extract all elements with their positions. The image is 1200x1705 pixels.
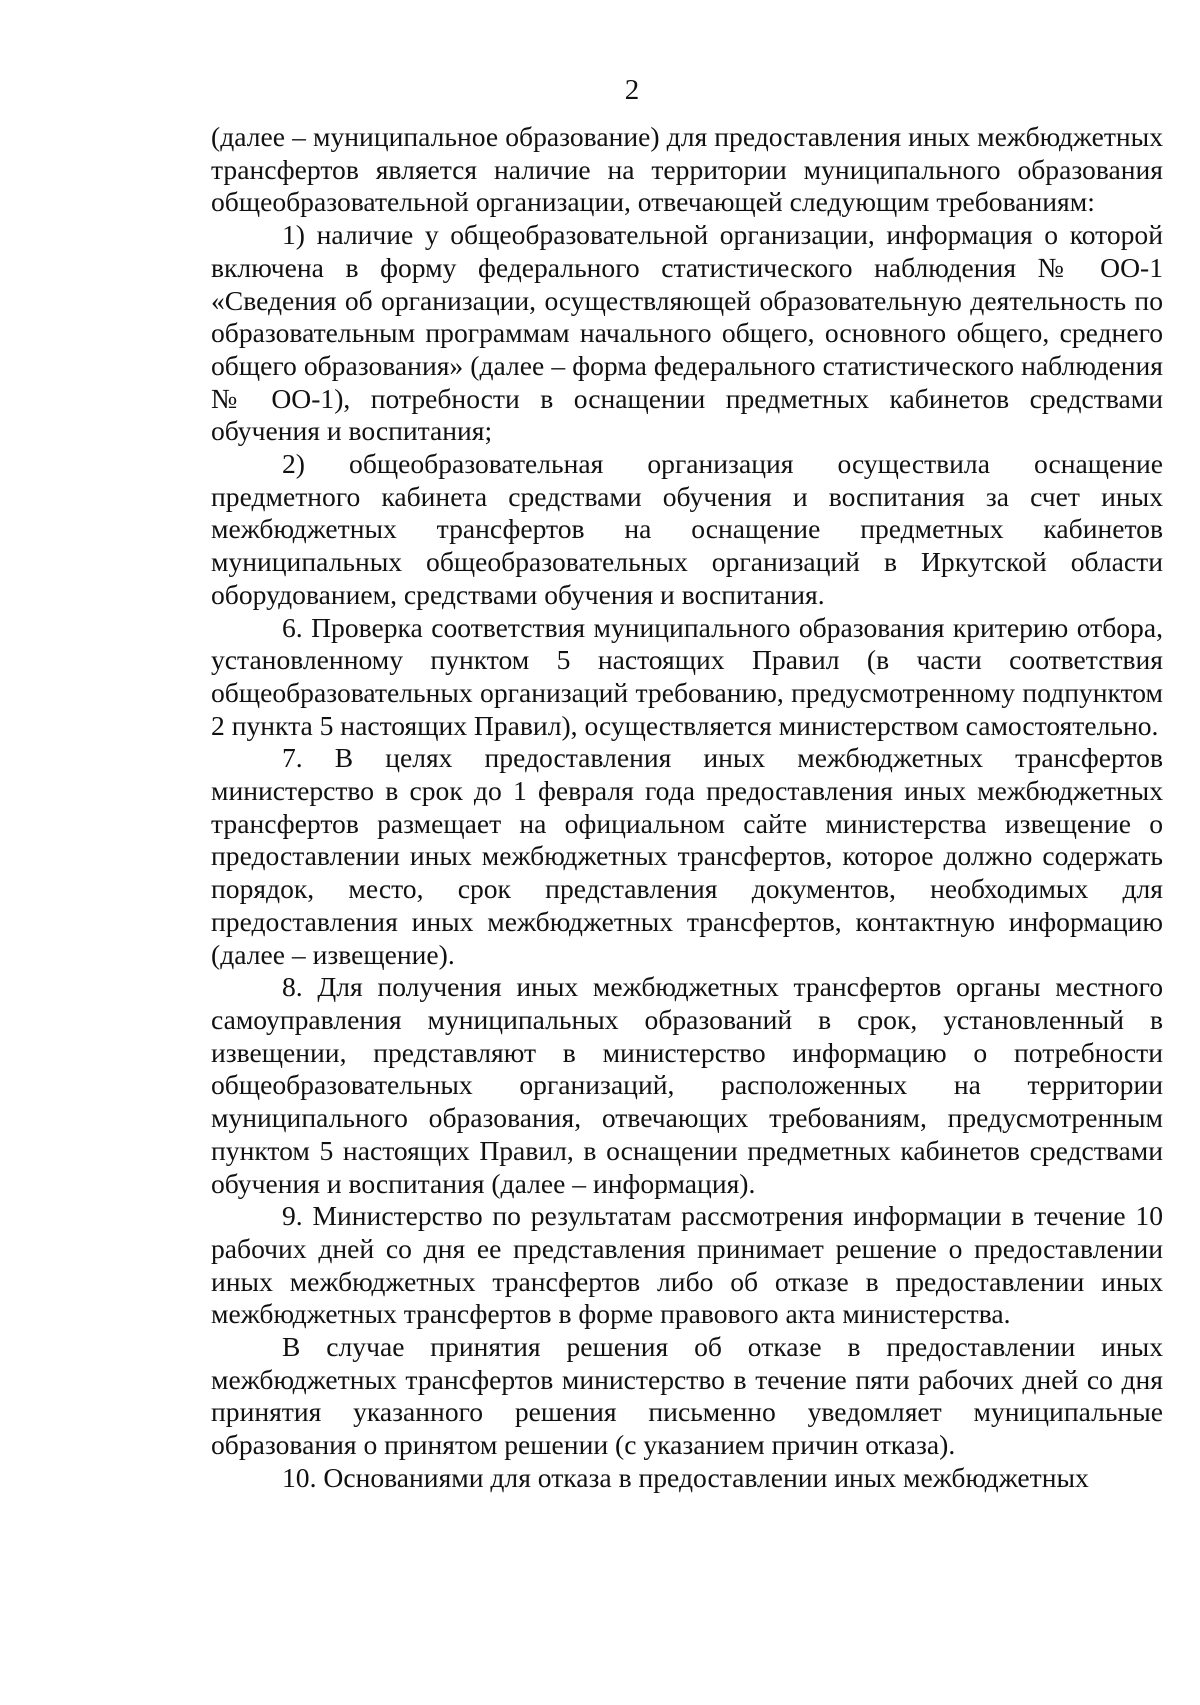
paragraph-clause-6: 6. Проверка соответствия муниципального образования критерию отбора, установленному пунктом 5 настоящих Правил (в части соответствия общеобразовательных организаций требованию, предусмотренному подпунктом 2 пункта 5 настоящих Правил), осуществляется министерством самостоятельно. — [211, 611, 1163, 741]
page-number: 2 — [624, 74, 640, 106]
document-body — [211, 121, 1163, 1495]
paragraph-clause-8: 8. Для получения иных межбюджетных трансфертов органы местного самоуправления муниципальных образований в срок, установленный в извещении, представляют в министерство информацию о потребности общеобразовательных организаций, расположенных на территории муниципального образования, отвечающих требованиям, предусмотренным пунктом 5 настоящих Правил, в оснащении предметных кабинетов средствами обучения и воспитания (далее – информация). — [211, 971, 1163, 1199]
paragraph-clause-7: 7. В целях предоставления иных межбюджетных трансфертов министерство в срок до 1 февраля года предоставления иных межбюджетных трансфертов размещает на официальном сайте министерства извещение о предоставлении иных межбюджетных трансфертов, которое должно содержать порядок, место, срок представления документов, необходимых для предоставления иных межбюджетных трансфертов, контактную информацию (далее – извещение). — [211, 742, 1163, 970]
paragraph-clause-9-refusal: В случае принятия решения об отказе в предоставлении иных межбюджетных трансфертов министерство в течение пяти рабочих дней со дня принятия указанного решения письменно уведомляет муниципальные образования о принятом решении (с указанием причин отказа). — [211, 1331, 1163, 1461]
paragraph-requirement-2: 2) общеобразовательная организация осуществила оснащение предметного кабинета средствами обучения и воспитания за счет иных межбюджетных трансфертов на оснащение предметных кабинетов муниципальных общеобразовательных организаций в Иркутской области оборудованием, средствами обучения и воспитания. — [211, 448, 1163, 610]
paragraph-clause-10: 10. Основаниями для отказа в предоставлении иных межбюджетных — [282, 1461, 1089, 1493]
paragraph-clause-9: 9. Министерство по результатам рассмотрения информации в течение 10 рабочих дней со дня ее представления принимает решение о предоставлении иных межбюджетных трансфертов либо об отказе в предоставлении иных межбюджетных трансфертов в форме правового акта министерства. — [211, 1200, 1163, 1330]
paragraph-requirement-1: 1) наличие у общеобразовательной организации, информация о которой включена в форму федерального статистического наблюдения № ОО-1 «Сведения об организации, осуществляющей образовательную деятельность по образовательным программам начального общего, основного общего, среднего общего образования» (далее – форма федерального статистического наблюдения № ОО-1), потребности в оснащении предметных кабинетов средствами обучения и воспитания; — [211, 219, 1163, 447]
paragraph-continuation: (далее – муниципальное образование) для предоставления иных межбюджетных трансфертов является наличие на территории муниципального образования общеобразовательной организации, отвечающей следующим требованиям: — [211, 121, 1163, 218]
